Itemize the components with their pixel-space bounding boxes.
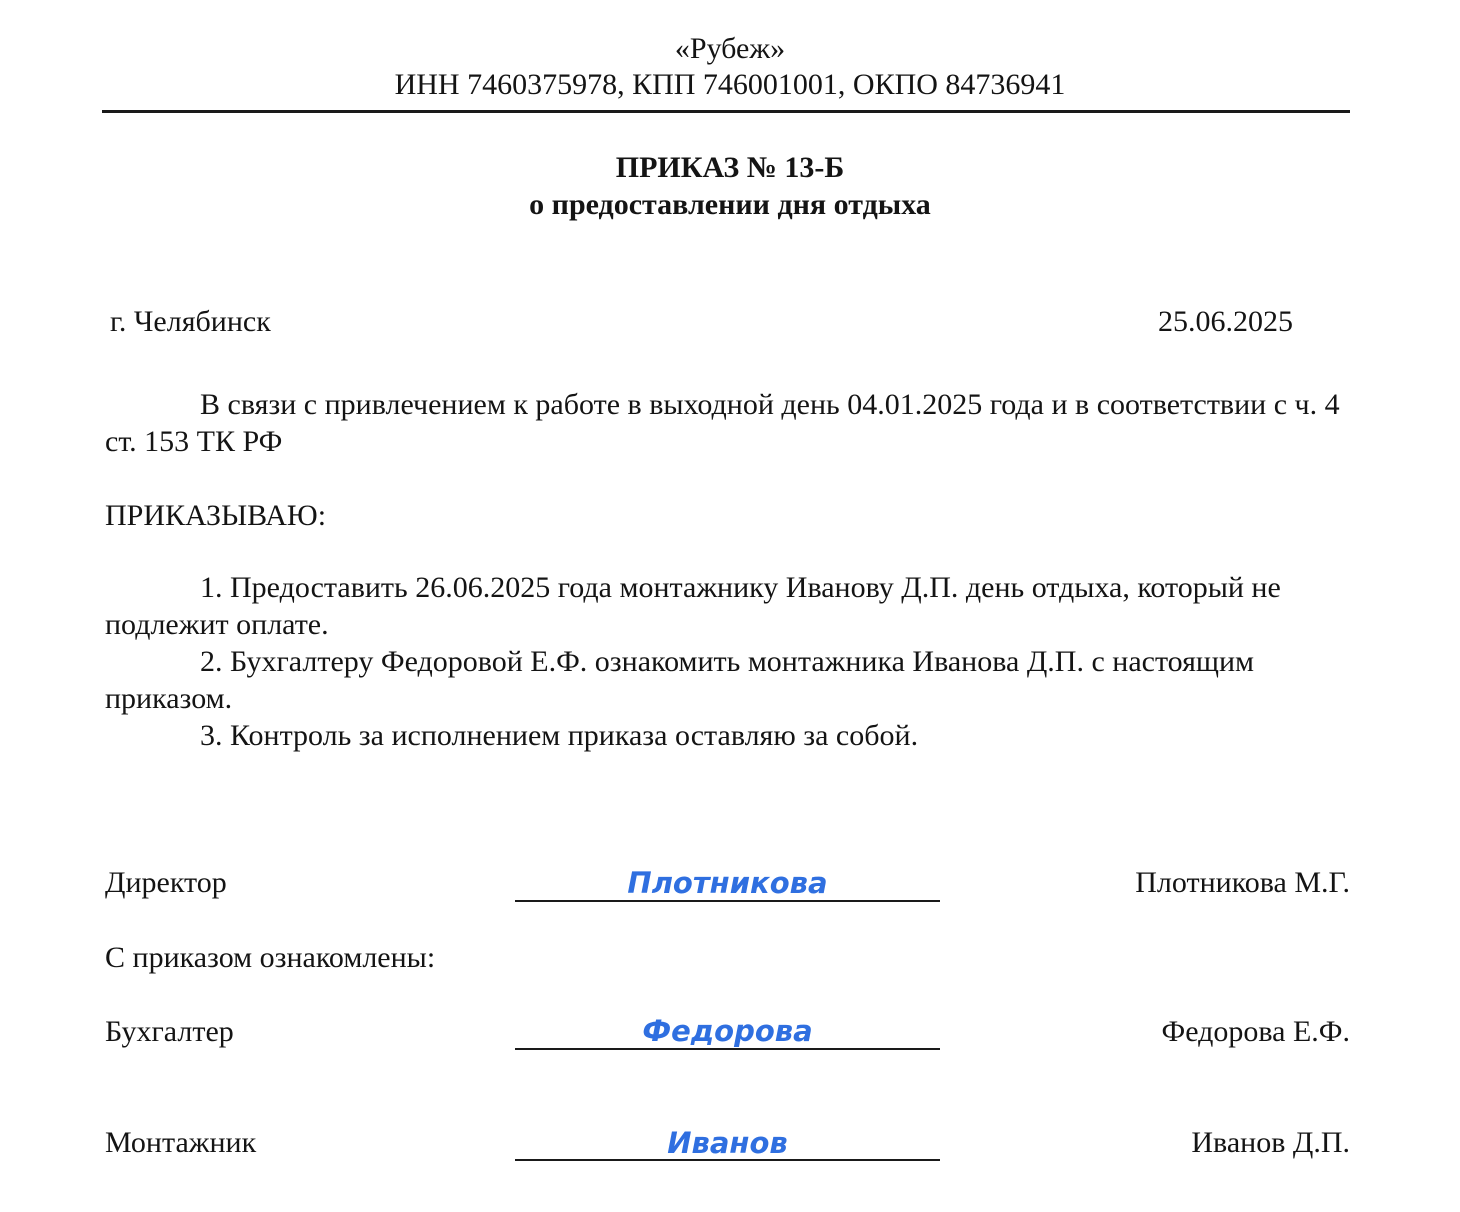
preamble-paragraph: В связи с привлечением к работе в выходной день 04.01.2025 года и в соответствии с ч. 4 ст. 153 ТК РФ	[105, 388, 1340, 458]
organization-name: «Рубеж»	[674, 32, 786, 65]
director-full-name: Плотникова М.Г.	[1135, 866, 1350, 899]
installer-signature: Иванов	[667, 1126, 788, 1160]
document-subtitle: о предоставлении дня отдыха	[529, 188, 931, 221]
document-title: ПРИКАЗ № 13-Б	[615, 151, 845, 184]
order-keyword: ПРИКАЗЫВАЮ:	[105, 499, 327, 532]
accountant-signature: Федорова	[642, 1014, 813, 1048]
order-item-3: 3. Контроль за исполнением приказа оставляю за собой.	[200, 719, 919, 752]
organization-codes: ИНН 7460375978, КПП 746001001, ОКПО 84736941	[394, 68, 1066, 101]
acquainted-label: С приказом ознакомлены:	[105, 941, 436, 974]
header-divider	[102, 110, 1350, 113]
order-item-2: 2. Бухгалтеру Федоровой Е.Ф. ознакомить монтажника Иванова Д.П. с настоящим приказом.	[105, 645, 1255, 715]
installer-full-name: Иванов Д.П.	[1191, 1126, 1350, 1159]
order-item-1: 1. Предоставить 26.06.2025 года монтажнику Иванову Д.П. день отдыха, который не подлежит оплате.	[105, 571, 1281, 641]
director-signature: Плотникова	[627, 866, 828, 900]
document-city: г. Челябинск	[110, 305, 271, 338]
installer-role: Монтажник	[105, 1126, 257, 1159]
director-role: Директор	[105, 866, 227, 899]
document-date: 25.06.2025	[1158, 305, 1293, 338]
accountant-role: Бухгалтер	[105, 1015, 234, 1048]
accountant-full-name: Федорова Е.Ф.	[1161, 1015, 1350, 1048]
